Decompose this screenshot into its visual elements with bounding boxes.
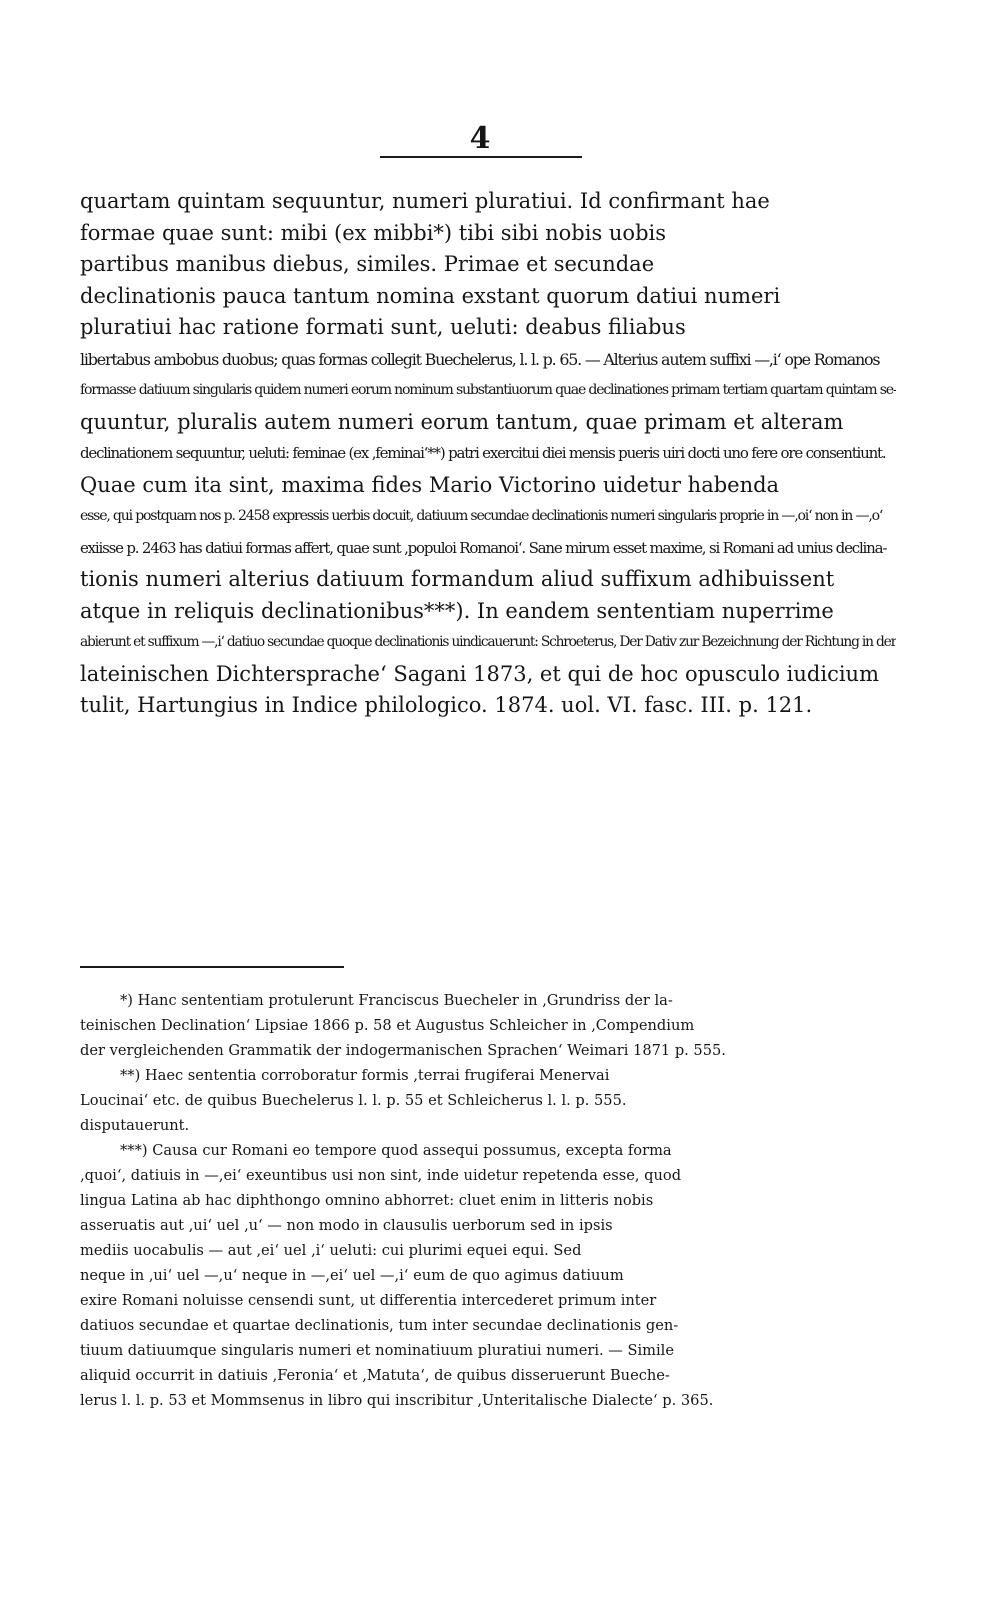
footnotes <box>80 988 896 1413</box>
body-line: declinationem sequuntur, ueluti: feminae (ex ‚feminai‘**) patri exercitui diei mensis pueris uiri docti uno fere ore consentiunt. <box>80 444 886 462</box>
footnote-line: tiuum datiuumque singularis numeri et nominatiuum pluratiui numeri. — Simile <box>80 1342 674 1359</box>
footnote-line: neque in ‚ui‘ uel —,u‘ neque in —,ei‘ uel —,i‘ eum de quo agimus datiuum <box>80 1267 624 1284</box>
body-line: quuntur, pluralis autem numeri eorum tantum, quae primam et alteram <box>80 409 844 434</box>
footnote-line: lingua Latina ab hac diphthongo omnino abhorret: cluet enim in litteris nobis <box>80 1192 654 1209</box>
footnote-line: der vergleichenden Grammatik der indogermanischen Sprachen‘ Weimari 1871 p. 555. <box>80 1042 726 1059</box>
page-number: 4 <box>469 121 491 156</box>
body-line: quartam quintam sequuntur, numeri pluratiui. Id confirmant hae <box>80 189 770 213</box>
body-line: atque in reliquis declinationibus***). In eandem sententiam nuperrime <box>80 598 834 623</box>
footnote-line: exire Romani noluisse censendi sunt, ut differentia intercederet primum inter <box>80 1292 657 1309</box>
footnote-line: asseruatis aut ‚ui‘ uel ‚u‘ — non modo in clausulis uerborum sed in ipsis <box>80 1217 613 1234</box>
footnote-line: ***) Causa cur Romani eo tempore quod assequi possumus, excepta forma <box>120 1142 672 1159</box>
body-text <box>80 186 896 722</box>
footnote-line: **) Haec sententia corroboratur formis ‚terrai frugiferai Menervai <box>120 1067 610 1084</box>
footnote-line: datiuos secundae et quartae declinationis, tum inter secundae declinationis gen- <box>80 1317 679 1334</box>
body-line: pluratiui hac ratione formati sunt, ueluti: deabus filiabus <box>80 315 686 339</box>
body-line: esse, qui postquam nos p. 2458 expressis uerbis docuit, datiuum secundae declinationis numeri singularis proprie in —,oi‘ non in —,o‘ <box>80 508 883 524</box>
footnote-line: *) Hanc sententiam protulerunt Franciscus Buecheler in ‚Grundriss der la- <box>120 992 673 1009</box>
body-line: lateinischen Dichtersprache‘ Sagani 1873, et qui de hoc opusculo iudicium <box>80 661 879 686</box>
body-line: tulit, Hartungius in Indice philologico. 1874. uol. VI. fasc. III. p. 121. <box>80 693 813 717</box>
body-line: Quae cum ita sint, maxima fides Mario Victorino uidetur habenda <box>80 472 780 497</box>
footnote-line: lerus l. l. p. 53 et Mommsenus in libro qui inscribitur ‚Unteritalische Dialecte‘ p. 365. <box>80 1392 714 1409</box>
body-line: exiisse p. 2463 has datiui formas affert, quae sunt ‚populoi Romanoi‘. Sane mirum esset maxime, si Romani ad unius declina- <box>80 538 887 557</box>
footnote-line: teinischen Declination‘ Lipsiae 1866 p. 58 et Augustus Schleicher in ‚Compendium <box>80 1017 695 1034</box>
body-line: libertabus ambobus duobus; quas formas collegit Buechelerus, l. l. p. 65. — Alterius autem suffixi —,i‘ ope Romanos <box>80 349 880 369</box>
body-line: declinationis pauca tantum nomina exstant quorum datiui numeri <box>80 283 781 308</box>
body-line: tionis numeri alterius datiuum formandum aliud suffixum adhibuissent <box>80 567 835 591</box>
body-line: partibus manibus diebus, similes. Primae et secundae <box>80 252 655 276</box>
footnote-rule <box>80 966 344 968</box>
footnote-line: aliquid occurrit in datiuis ‚Feronia‘ et ‚Matuta‘, de quibus disseruerunt Bueche- <box>80 1367 670 1384</box>
body-line: abierunt et suffixum —,i‘ datiuo secundae quoque declinationis uindicauerunt: Schroeterus, Der Dativ zur Bezeichnung der Richtung in der <box>80 634 896 650</box>
footnote-line: Loucinai‘ etc. de quibus Buechelerus l. l. p. 55 et Schleicherus l. l. p. 555. <box>80 1092 627 1109</box>
footnote-line: disputauerunt. <box>80 1117 190 1134</box>
body-line: formae quae sunt: mibi (ex mibbi*) tibi sibi nobis uobis <box>80 220 667 245</box>
page-number-rule <box>380 156 582 158</box>
footnote-line: ‚quoi‘, datiuis in —,ei‘ exeuntibus usi non sint, inde uidetur repetenda esse, quod <box>80 1167 682 1184</box>
body-line: formasse datiuum singularis quidem numeri eorum nominum substantiuorum quae declinationes primam tertiam quartam quintam se- <box>80 382 896 398</box>
footnote-line: mediis uocabulis — aut ‚ei‘ uel ‚i‘ ueluti: cui plurimi equei equi. Sed <box>80 1242 582 1259</box>
